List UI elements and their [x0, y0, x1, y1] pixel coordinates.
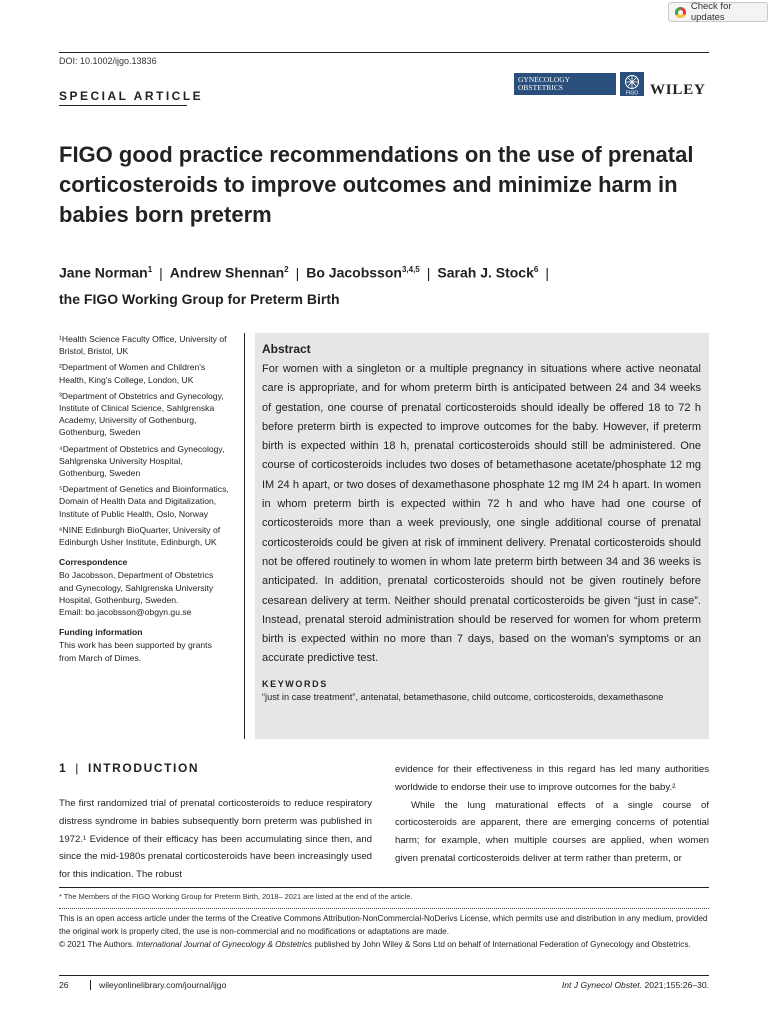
body-paragraph: While the lung maturational effects of a single course of corticosteroids are apparent, there are emerging concerns of potential harm; for example, when multiple courses are applied, when women given prenatal corticosteroids deliver at term rather than preterm, or	[395, 799, 709, 864]
author-separator: |	[545, 264, 549, 281]
affiliation: ¹Health Science Faculty Office, University of Bristol, Bristol, UK	[59, 334, 227, 357]
header-rule	[59, 52, 709, 53]
journal-logo-line1: GYNECOLOGY	[518, 75, 571, 84]
footnote-rule	[59, 887, 709, 888]
author-affiliation-ref: 6	[533, 265, 539, 274]
citation-volume: 2021;155:26–30.	[644, 980, 709, 990]
footer-rule	[59, 975, 709, 976]
journal-name: International Journal of Gynecology & Obstetrics	[136, 940, 313, 949]
section-number: 1	[59, 761, 68, 775]
affiliation: ⁴Department of Obstetrics and Gynecology, Sahlgrenska University Hospital, Gothenburg, Sweden	[59, 443, 225, 479]
body-column-right	[395, 761, 709, 868]
doi[interactable]: DOI: 10.1002/ijgo.13836	[59, 56, 157, 66]
column-divider	[244, 333, 245, 739]
funding-text: This work has been supported by grants from March of Dimes.	[59, 640, 212, 663]
keywords-text: “just in case treatment”, antenatal, betamethasone, child outcome, corticosteroids, dexamethasone	[262, 691, 664, 702]
article-title: FIGO good practice recommendations on the use of prenatal corticosteroids to improve outcomes and minimize harm in babies born preterm	[59, 142, 694, 227]
affiliation: ⁶NINE Edinburgh BioQuarter, University of Edinburgh Usher Institute, Edinburgh, UK	[59, 524, 221, 548]
body-paragraph: evidence for their effectiveness in this regard has led many authorities worldwide to endorse their use to improve outcomes for the baby.²	[395, 764, 709, 793]
author-separator: |	[426, 264, 431, 281]
author-name[interactable]: Bo Jacobsson	[306, 264, 402, 281]
article-type-rule	[59, 105, 187, 106]
license-text: This is an open access article under the terms of the Creative Commons Attribution-NonCommercial-NoDerivs License, which permits use and distribution in any medium, provided the original work is properly cited, the use is non-commercial and no modifications or adaptations are made.	[59, 914, 708, 936]
license-notice	[59, 912, 709, 951]
affiliations-column	[59, 333, 229, 664]
funding-heading: Funding information	[59, 627, 143, 638]
affiliation: ³Department of Obstetrics and Gynecology, Institute of Clinical Science, Sahlgrenska Academy, University of Gothenburg, Gothenburg, Sweden	[59, 390, 224, 438]
body-column-left	[59, 795, 372, 884]
author-affiliation-ref: 1	[147, 265, 153, 274]
abstract-text: For women with a singleton or a multiple pregnancy in situations where active neonatal care is appropriate, and for whom preterm birth is anticipated between 24 and 34 weeks of gestation, one course of prenatal corticosteroids should ideally be offered 18 to 72 h before preterm birth is expected to improve outcomes for the baby. However, if preterm birth is expected within 18 h, prenatal corticosteroids should still be administered. One course of corticosteroids includes two doses of betamethasone acetate/phosphate 12 mg IM 24 h apart, or two doses of dexamethasone phosphate 12 mg IM 24 h apart. In women in whom preterm birth is expected within 72 h and who have had one course of corticosteroids more than a week previously, one single additional course of prenatal corticosteroids could be given at risk of imminent delivery. Prenatal corticosteroids should not be offered routinely to women in whom late preterm birth between 34 and 36 weeks is anticipated. In addition, prenatal corticosteroids should not be given routinely before cesarean delivery at term. Neither should prenatal corticosteroids be given “just in case”. Instead, prenatal steroid administration should be reserved for women for whom preterm birth is expected within no more than 7 days, based on the woman's symptoms or an accurate predictive test.	[262, 363, 701, 665]
correspondence-heading: Correspondence	[59, 557, 128, 568]
author-affiliation-ref: 3,4,5	[401, 265, 420, 274]
license-divider	[59, 908, 709, 909]
crossmark-icon	[675, 7, 686, 18]
section-heading	[59, 761, 199, 775]
figo-logo-icon	[620, 72, 644, 96]
figo-label: FIGO	[625, 90, 639, 96]
footnote: * The Members of the FIGO Working Group for Preterm Birth, 2018– 2021 are listed at the end of the article.	[59, 892, 413, 901]
author-list	[59, 257, 709, 312]
page-number: 26	[59, 980, 69, 990]
author-separator: |	[159, 264, 163, 281]
journal-logo-line2: OBSTETRICS	[518, 83, 564, 92]
author-name[interactable]: Sarah J. Stock	[437, 264, 534, 281]
author-name[interactable]: Andrew Shennan	[169, 264, 285, 281]
keywords-heading: KEYWORDS	[262, 678, 328, 689]
citation	[562, 980, 709, 990]
correspondence-text: Bo Jacobsson, Department of Obstetrics and Gynecology, Sahlgrenska University Hospital, Gothenburg, Sweden.	[59, 570, 214, 605]
author-affiliation-ref: 2	[284, 265, 289, 274]
check-for-updates-button[interactable]	[668, 2, 768, 22]
article-type: SPECIAL ARTICLE	[59, 89, 204, 103]
copyright-suffix: published by John Wiley & Sons Ltd on behalf of International Federation of Gynecology and Obstetrics.	[314, 940, 691, 949]
journal-abbreviation: Int J Gynecol Obstet.	[561, 980, 643, 990]
abstract-heading: Abstract	[262, 342, 311, 356]
affiliation: ²Department of Women and Children's Health, King's College, London, UK	[59, 362, 206, 385]
affiliation: ⁵Department of Genetics and Bioinformatics, Domain of Health Data and Digitalization, Institute of Public Health, Oslo, Norway	[59, 484, 229, 519]
author-name[interactable]: Jane Norman	[59, 264, 148, 281]
section-title: INTRODUCTION	[88, 761, 200, 775]
body-paragraph: The first randomized trial of prenatal corticosteroids to reduce respiratory distress syndrome in babies subsequently born preterm was published in 1972.¹ Evidence of their efficacy has been accumulating since then, and since the mid-1980s prenatal corticosteroids have been increasingly used for this indication. The robust	[59, 798, 372, 881]
correspondence-email[interactable]: Email: bo.jacobsson@obgyn.gu.se	[59, 607, 192, 618]
author-separator: |	[295, 264, 300, 281]
section-separator: |	[75, 761, 80, 775]
check-for-updates-label: Check for updates	[690, 1, 732, 23]
copyright-prefix: © 2021 The Authors.	[59, 940, 135, 949]
abstract-box	[255, 333, 709, 739]
journal-url[interactable]: wileyonlinelibrary.com/journal/ijgo	[90, 980, 226, 990]
journal-logo	[514, 73, 616, 95]
working-group: the FIGO Working Group for Preterm Birth	[59, 290, 340, 307]
publisher-logo: WILEY	[650, 82, 706, 98]
